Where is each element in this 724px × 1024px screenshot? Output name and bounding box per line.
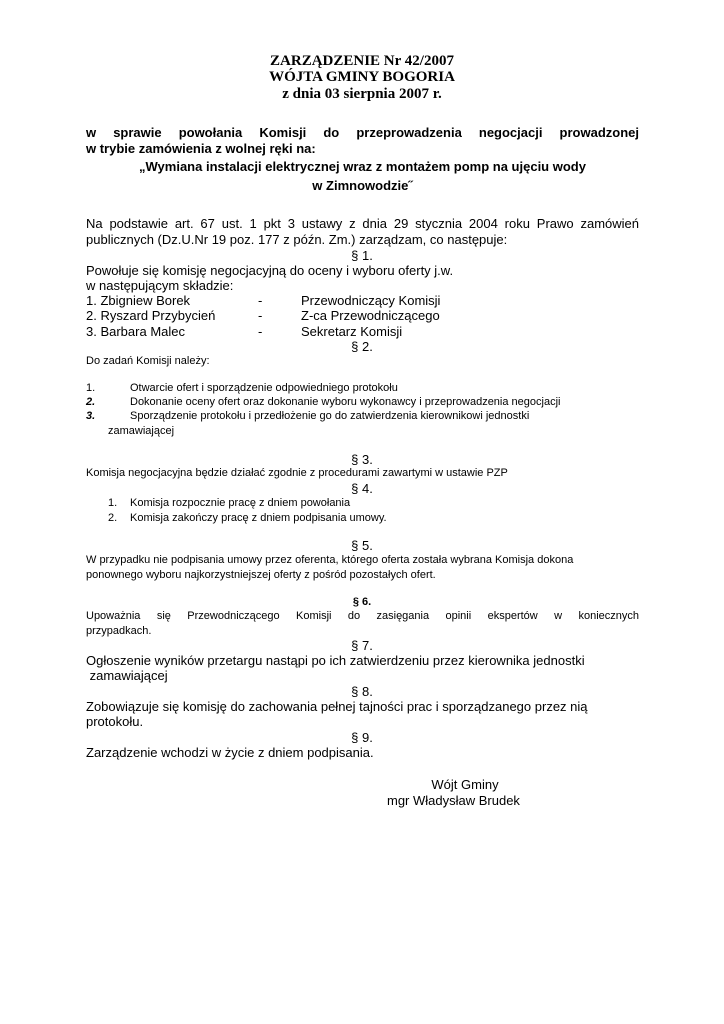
task-3-continuation: zamawiającej [108, 425, 175, 437]
member-2-dash: - [258, 308, 263, 323]
member-3-name: 3. Barbara Malec [86, 324, 185, 339]
section-4-mark: § 4. [351, 481, 373, 496]
section-7-line-1: Ogłoszenie wyników przetargu nastąpi po ich zatwierdzeniu przez kierownika jednostki [86, 653, 585, 668]
section-7-line-2: zamawiającej [86, 668, 168, 683]
section-5-line-1: W przypadku nie podpisania umowy przez oferenta, którego oferta została wybrana Komisja dokona [86, 554, 574, 566]
member-2-name: 2. Ryszard Przybycień [86, 308, 216, 323]
task-1-number: 1. [86, 382, 96, 394]
duty-2-text: Komisja zakończy pracę z dniem podpisania umowy. [130, 512, 387, 524]
document-title: ZARZĄDZENIE Nr 42/2007 [270, 53, 454, 69]
subject-line-2: w trybie zamówienia z wolnej ręki na: [86, 141, 316, 156]
section-3-mark: § 3. [351, 452, 373, 467]
task-2-number: 2. [86, 396, 96, 408]
section-9-text: Zarządzenie wchodzi w życie z dniem podpisania. [86, 745, 374, 760]
task-1-text: Otwarcie ofert i sporządzenie odpowiedniego protokołu [130, 382, 398, 394]
document-date: z dnia 03 sierpnia 2007 r. [282, 86, 442, 102]
subject-quote-line-2: w Zimnowodzie˝ [312, 178, 413, 193]
section-5-line-2: ponownego wyboru najkorzystniejszej oferty z pośród pozostałych ofert. [86, 569, 436, 581]
section-2-mark: § 2. [351, 339, 373, 354]
section-1-line-1: Powołuje się komisję negocjacyjną do oceny i wyboru oferty j.w. [86, 263, 454, 278]
duty-1-number: 1. [108, 497, 118, 509]
duty-1-text: Komisja rozpocznie pracę z dniem powołania [130, 497, 351, 509]
section-8-line-1: Zobowiązuje się komisję do zachowania pełnej tajności prac i sporządzanego przez nią [86, 699, 588, 714]
section-7-mark: § 7. [351, 638, 373, 653]
section-2-intro: Do zadań Komisji należy: [86, 355, 210, 367]
subject-quote-line-1: „Wymiana instalacji elektrycznej wraz z montażem pomp na ujęciu wody [139, 159, 586, 174]
legal-basis-line-1: Na podstawie art. 67 ust. 1 pkt 3 ustawy z dnia 29 stycznia 2004 roku Prawo zamówień [86, 216, 639, 231]
section-9-mark: § 9. [351, 730, 373, 745]
section-6-mark: § 6. [352, 596, 372, 608]
issuer-title: WÓJTA GMINY BOGORIA [269, 69, 455, 85]
subject-line-1: w sprawie powołania Komisji do przeprowadzenia negocjacji prowadzonej [86, 125, 639, 140]
member-3-dash: - [258, 324, 263, 339]
section-8-line-2: protokołu. [86, 714, 144, 729]
section-1-line-2: w następującym składzie: [86, 278, 234, 293]
section-6-line-2: przypadkach. [86, 625, 152, 637]
duty-2-number: 2. [108, 512, 118, 524]
section-5-mark: § 5. [351, 538, 373, 553]
section-1-mark: § 1. [351, 248, 373, 263]
task-2-text: Dokonanie oceny ofert oraz dokonanie wyboru wykonawcy i przeprowadzenia negocjacji [130, 396, 561, 408]
task-3-number: 3. [86, 410, 96, 422]
task-3-text: Sporządzenie protokołu i przedłożenie go do zatwierdzenia kierownikowi jednostki [130, 410, 530, 422]
section-3-text: Komisja negocjacyjna będzie działać zgodnie z procedurami zawartymi w ustawie PZP [86, 467, 508, 479]
section-6-line-1: Upoważnia się Przewodniczącego Komisji do zasięgania opinii ekspertów w koniecznych [86, 610, 639, 622]
member-2-role: Z-ca Przewodniczącego [301, 308, 440, 323]
signature-name: mgr Władysław Brudek [387, 793, 520, 808]
signature-title: Wójt Gminy [431, 777, 499, 792]
member-1-name: 1. Zbigniew Borek [86, 293, 191, 308]
section-8-mark: § 8. [351, 684, 373, 699]
legal-basis-line-2: publicznych (Dz.U.Nr 19 poz. 177 z późn. Zm.) zarządzam, co następuje: [86, 232, 508, 247]
member-1-dash: - [258, 293, 263, 308]
member-1-role: Przewodniczący Komisji [301, 293, 441, 308]
member-3-role: Sekretarz Komisji [301, 324, 403, 339]
